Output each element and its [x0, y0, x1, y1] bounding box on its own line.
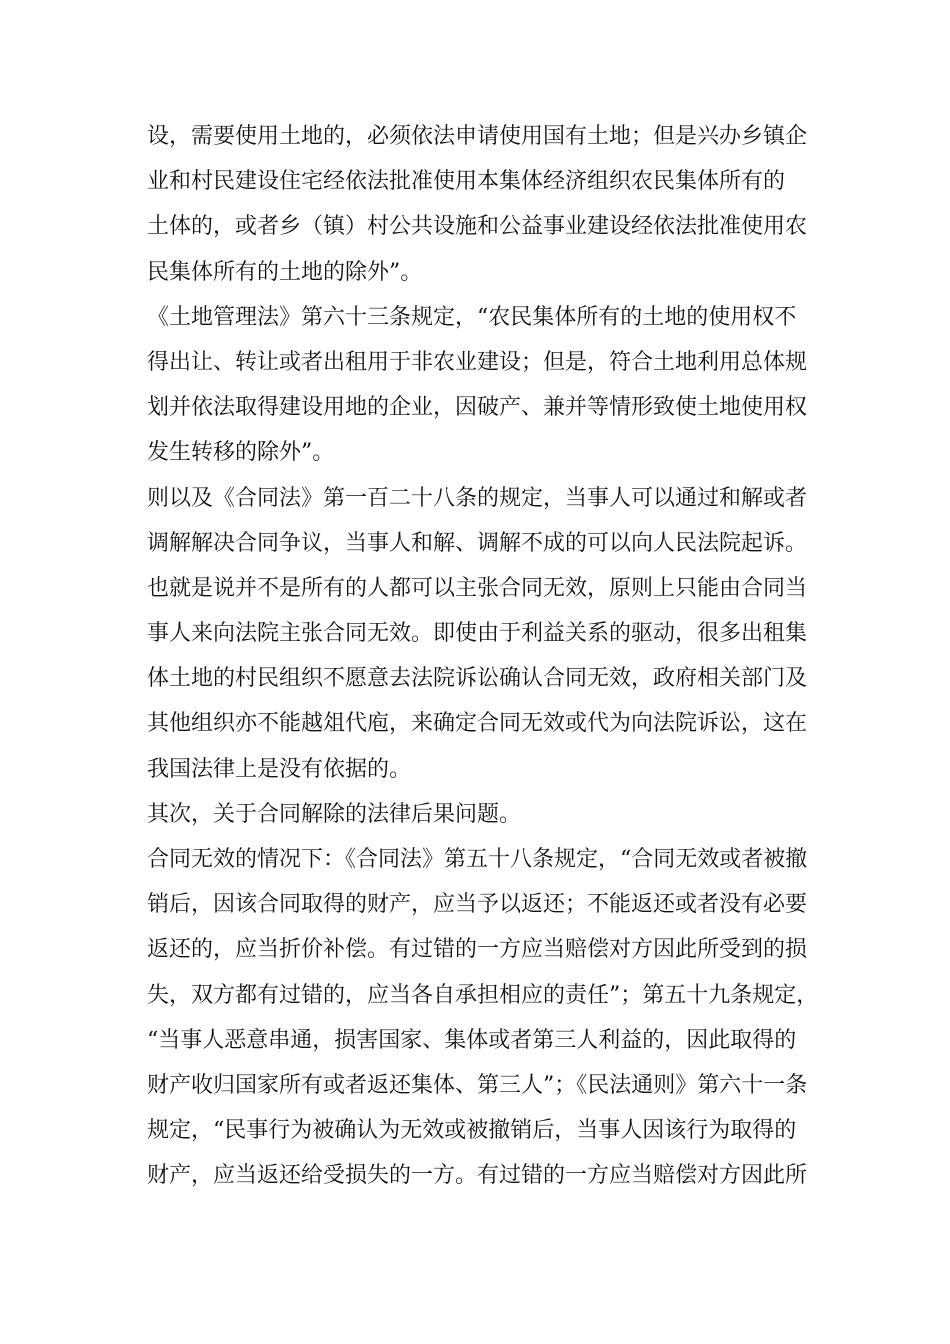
- text-line: 体土地的村民组织不愿意去法院诉讼确认合同无效，政府相关部门及: [147, 666, 808, 692]
- text-line: “当事人恶意串通，损害国家、集体或者第三人利益的，因此取得的: [147, 1027, 797, 1053]
- text-line: 合同无效的情况下：《合同法》第五十八条规定，“合同无效或者被撤: [147, 847, 808, 872]
- text-line: 业和村民建设住宅经依法批准使用本集体经济组织农民集体所有的: [147, 169, 786, 195]
- text-line: 失，双方都有过错的，应当各自承担相应的责任”；第五十九条规定，: [147, 982, 819, 1008]
- text-line: 其次，关于合同解除的法律后果问题。: [147, 801, 522, 827]
- text-line: 事人来向法院主张合同无效。即使由于利益关系的驱动，很多出租集: [147, 621, 808, 647]
- text-line: 土体的，或者乡（镇）村公共设施和公益事业建设经依法批准使用农: [147, 214, 808, 240]
- document-body: [147, 114, 819, 1199]
- text-line: 也就是说并不是所有的人都可以主张合同无效，原则上只能由合同当: [147, 575, 808, 601]
- text-line: 得出让、转让或者出租用于非农业建设；但是，符合土地利用总体规: [147, 349, 808, 375]
- text-line: 财产收归国家所有或者返还集体、第三人”；《民法通则》第六十一条: [147, 1072, 808, 1098]
- text-line: 划并依法取得建设用地的企业，因破产、兼并等情形致使土地使用权: [147, 395, 808, 421]
- text-line: 返还的，应当折价补偿。有过错的一方应当赔偿对方因此所受到的损: [147, 937, 808, 963]
- text-line: 其他组织亦不能越俎代庖，来确定合同无效或代为向法院诉讼，这在: [147, 711, 808, 737]
- text-line: 规定，“民事行为被确认为无效或被撤销后，当事人因该行为取得的: [147, 1118, 797, 1144]
- text-line: 发生转移的除外”。: [147, 440, 335, 466]
- text-line: 设，需要使用土地的，必须依法申请使用国有土地；但是兴办乡镇企: [147, 124, 808, 149]
- text-line: 销后，因该合同取得的财产，应当予以返还；不能返还或者没有必要: [147, 892, 808, 918]
- text-line: 我国法律上是没有依据的。: [147, 756, 412, 782]
- text-line: 则以及《合同法》第一百二十八条的规定，当事人可以通过和解或者: [147, 485, 808, 511]
- text-line: 财产，应当返还给受损失的一方。有过错的一方应当赔偿对方因此所: [147, 1163, 808, 1189]
- text-line: 《土地管理法》第六十三条规定，“农民集体所有的土地的使用权不: [147, 304, 797, 330]
- text-line: 民集体所有的土地的除外”。: [147, 259, 423, 285]
- text-line: 调解解决合同争议，当事人和解、调解不成的可以向人民法院起诉。: [147, 530, 808, 556]
